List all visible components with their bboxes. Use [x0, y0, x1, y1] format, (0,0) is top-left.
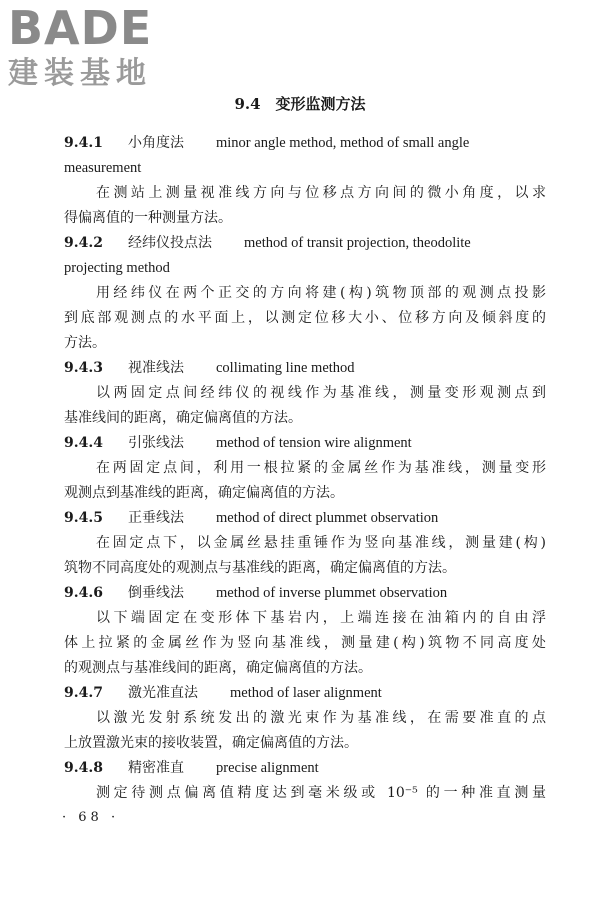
entry-definition-line: 以两固定点间经纬仪的视线作为基准线，测量变形观测点到	[96, 385, 546, 401]
entry-heading	[64, 581, 546, 606]
entry-heading	[64, 506, 546, 531]
logo-subtitle: 建装基地	[8, 56, 152, 91]
entry-term-cn: 经纬仪投点法	[128, 235, 212, 251]
page-number: · 68 ·	[62, 810, 120, 825]
entry-definition-line: 用经纬仪在两个正交的方向将建(构)筑物顶部的观测点投影	[96, 285, 546, 301]
entry-term-en: collimating line method	[216, 360, 355, 376]
entry-term-en-continued: measurement	[64, 160, 142, 176]
entry-number: 9.4.2	[64, 235, 103, 251]
entry-heading	[64, 131, 546, 156]
entry-number: 9.4.7	[64, 685, 103, 701]
entry-definition-line: 基准线间的距离，确定偏离值的方法。	[64, 410, 302, 426]
section-title: 9.4 变形监测方法	[234, 95, 366, 113]
bade-logo	[8, 1, 178, 92]
entry-number: 9.4.8	[64, 760, 103, 776]
entry-number: 9.4.3	[64, 360, 103, 376]
entry-definition-line: 在两固定点间，利用一根拉紧的金属丝作为基准线，测量变形	[96, 460, 546, 476]
entry-number: 9.4.1	[64, 135, 103, 151]
entry-term-cn: 倒垂线法	[128, 585, 184, 601]
entry-term-cn: 小角度法	[128, 135, 184, 151]
logo-brand-text: BADE	[8, 1, 153, 55]
entry-definition-line: 观测点到基准线的距离，确定偏离值的方法。	[64, 485, 344, 501]
entry-term-en-continued: projecting method	[64, 260, 170, 276]
entry-definition-line: 得偏离值的一种测量方法。	[64, 210, 232, 226]
entry-term-en: precise alignment	[216, 760, 319, 776]
entry-definition-line: 以下端固定在变形体下基岩内，上端连接在油箱内的自由浮	[96, 610, 546, 626]
entry-term-en: method of tension wire alignment	[216, 435, 412, 451]
entry-term-en: minor angle method, method of small angle	[216, 135, 470, 151]
entry-term-en: method of direct plummet observation	[216, 510, 439, 526]
entry-term-cn: 精密准直	[128, 760, 184, 776]
entry-number: 9.4.5	[64, 510, 103, 526]
entry-heading	[64, 356, 546, 381]
entry-definition-line: 在测站上测量视准线方向与位移点方向间的微小角度，以求	[96, 185, 546, 201]
entry-term-cn: 正垂线法	[128, 510, 184, 526]
entry-term-en: method of inverse plummet observation	[216, 585, 448, 601]
entry-definition-line: 在固定点下，以金属丝悬挂重锤作为竖向基准线，测量建(构)	[96, 535, 546, 551]
document-body	[64, 131, 546, 806]
entry-heading	[64, 231, 546, 256]
entry-heading	[64, 681, 546, 706]
entry-number: 9.4.6	[64, 585, 103, 601]
entry-definition-line: 体上拉紧的金属丝作为竖向基准线，测量建(构)筑物不同高度处	[64, 635, 546, 651]
entry-term-cn: 引张线法	[128, 435, 184, 451]
entry-term-en: method of laser alignment	[230, 685, 382, 701]
entry-definition-line: 上放置激光束的接收装置，确定偏离值的方法。	[64, 735, 358, 751]
entry-heading	[64, 431, 546, 456]
entry-term-en: method of transit projection, theodolite	[244, 235, 471, 251]
entry-definition-line: 方法。	[64, 335, 106, 351]
entry-definition-line: 测定待测点偏离值精度达到毫米级或 10⁻⁵ 的一种准直测量	[96, 785, 546, 801]
entry-definition-line: 以激光发射系统发出的激光束作为基准线，在需要准直的点	[96, 710, 546, 726]
entry-term-cn: 激光准直法	[128, 685, 198, 701]
entry-heading	[64, 756, 546, 781]
entry-definition-line: 到底部观测点的水平面上，以测定位移大小、位移方向及倾斜度的	[64, 310, 546, 326]
entry-number: 9.4.4	[64, 435, 103, 451]
entry-definition-line: 筑物不同高度处的观测点与基准线的距离，确定偏离值的方法。	[64, 560, 456, 576]
entry-term-cn: 视准线法	[128, 360, 184, 376]
entry-definition-line: 的观测点与基准线间的距离，确定偏离值的方法。	[64, 660, 372, 676]
